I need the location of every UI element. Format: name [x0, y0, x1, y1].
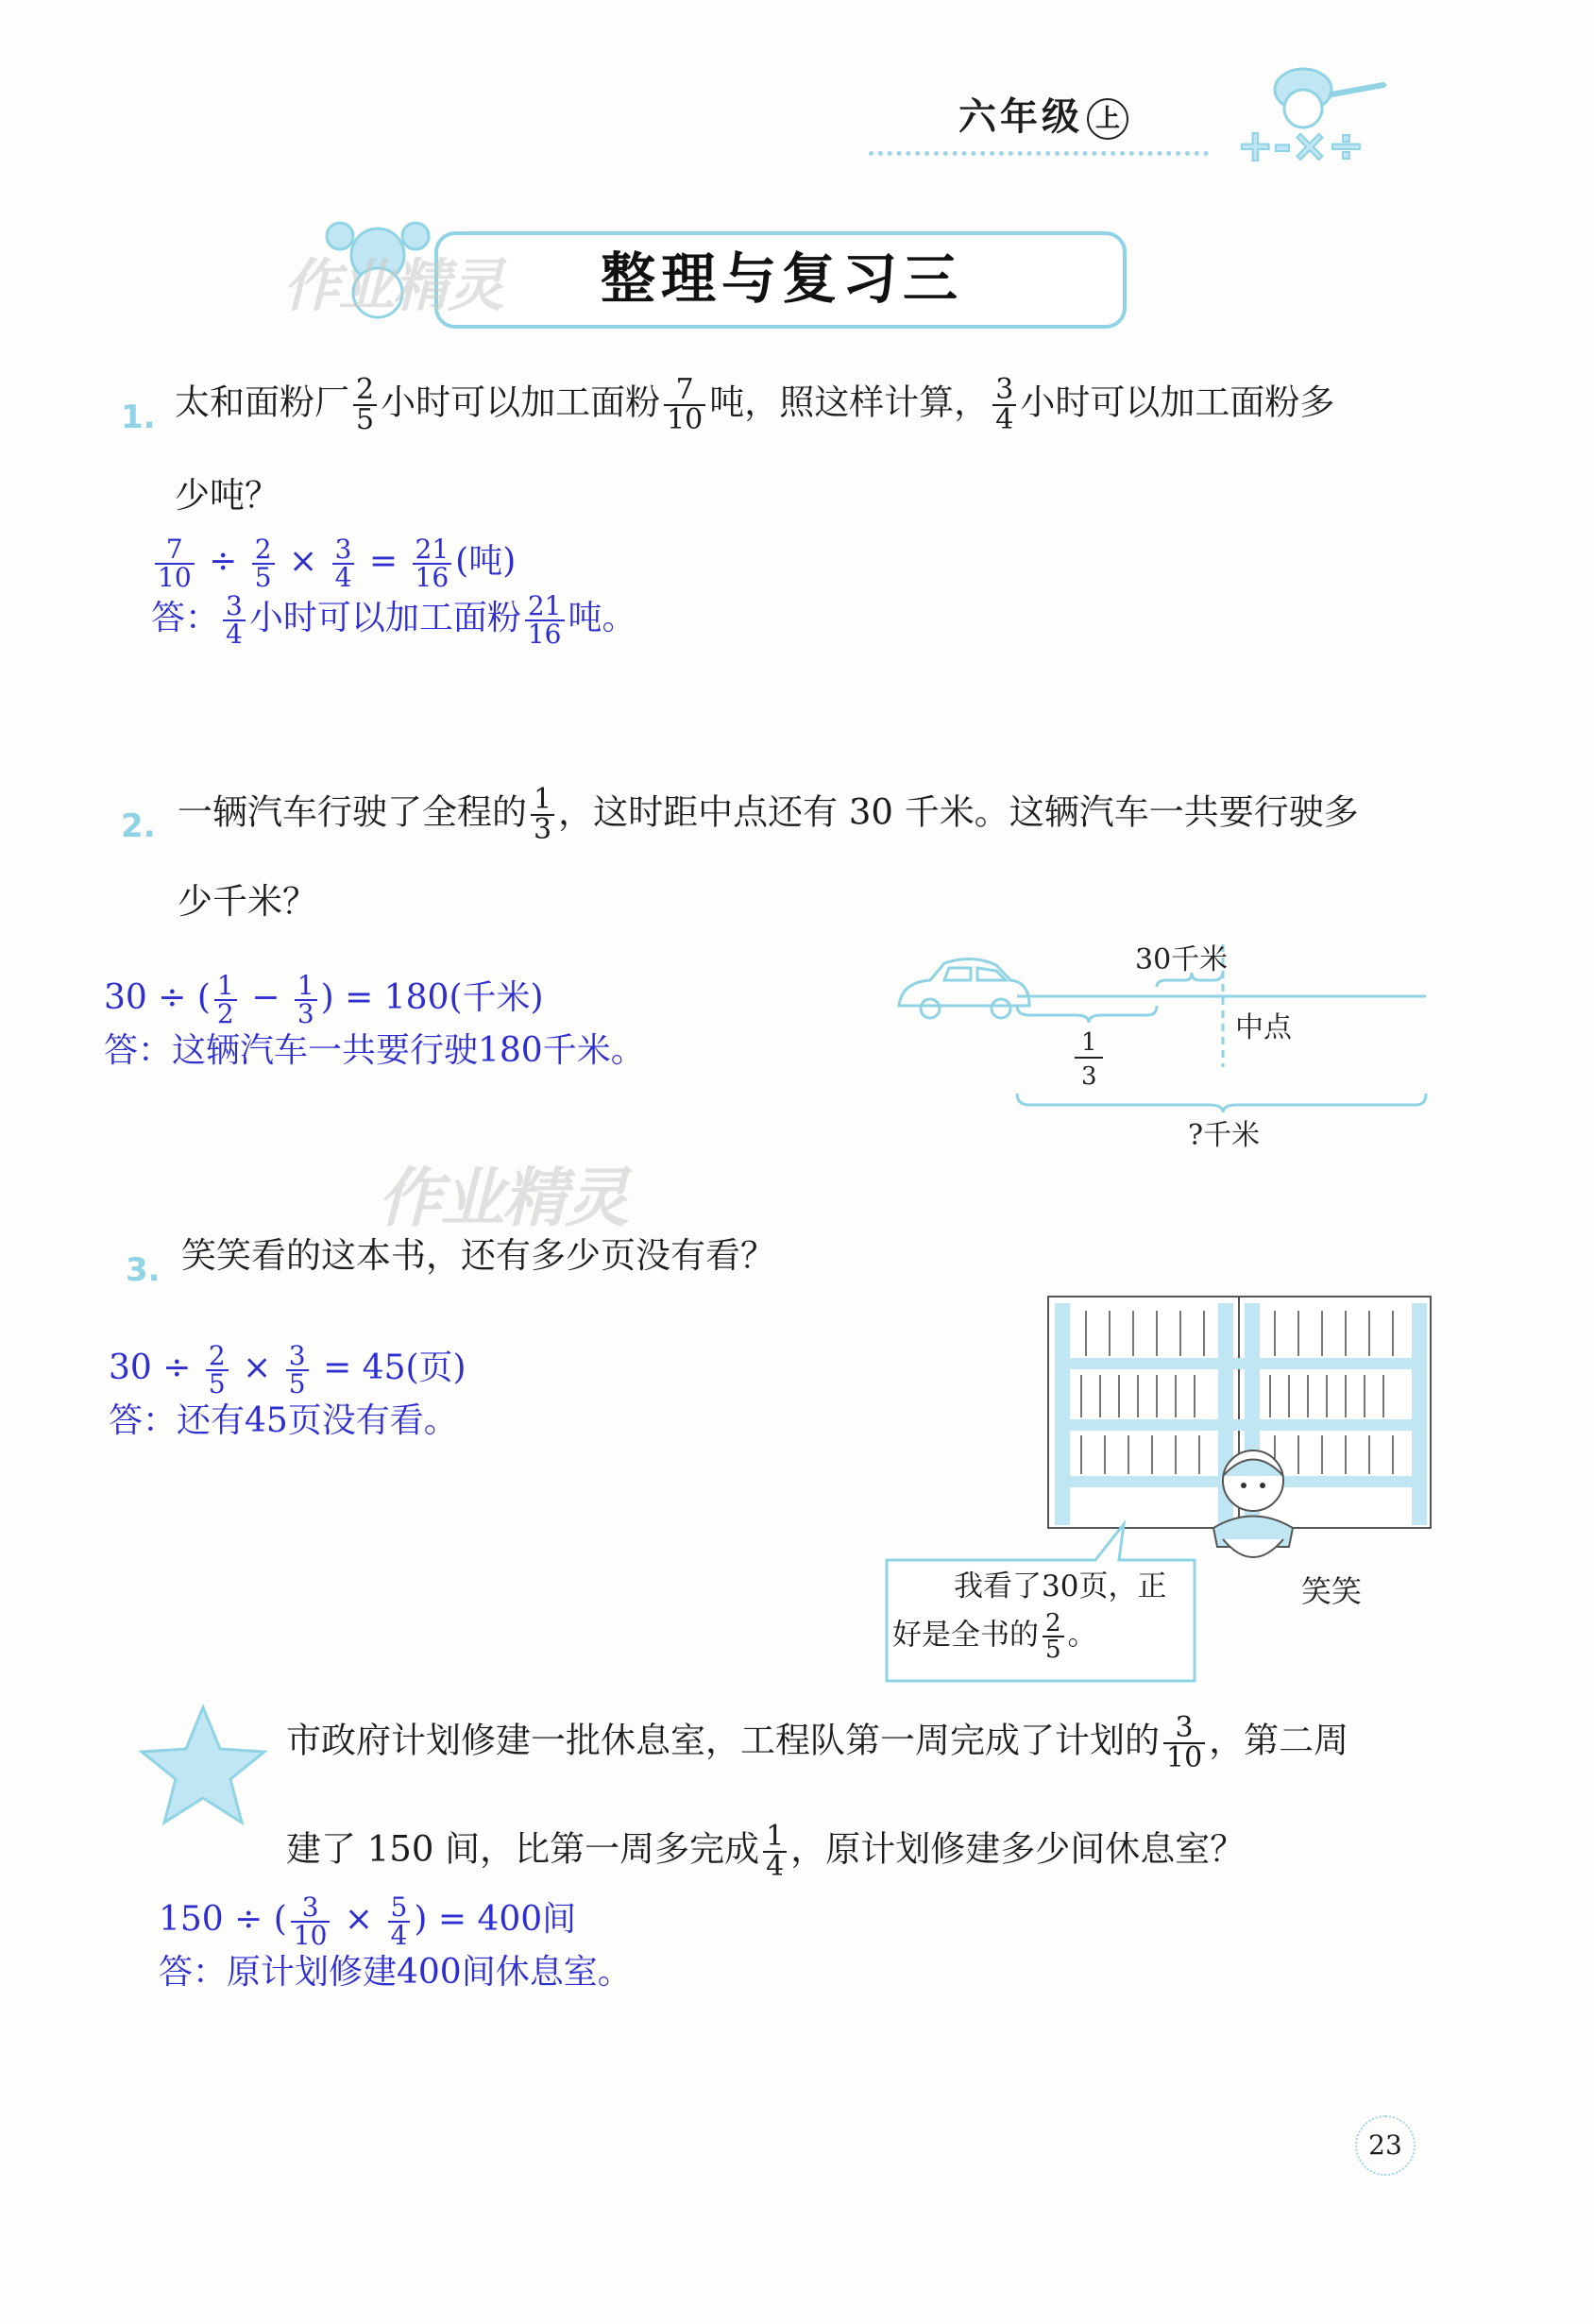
- q4-answer-formula: 150 ÷ ( $\frac{3}{10}$ × $\frac{5}{4}$ ) = 400间: [159, 1891, 577, 1951]
- q1-fraction: $\frac{7}{10}$: [664, 376, 705, 434]
- label-30km: 30千米: [1135, 943, 1229, 976]
- q2-fraction: $\frac{1}{3}$: [531, 786, 554, 844]
- q4-fraction: $\frac{1}{4}$: [763, 1823, 787, 1881]
- watermark: 作业精灵: [283, 253, 502, 319]
- q2-answer-formula: 30 ÷ ( $\frac{1}{2}$ − $\frac{1}{3}$ ) = 180(千米): [104, 970, 544, 1029]
- label-total: ?千米: [1188, 1119, 1261, 1152]
- label-midpoint: 中点: [1235, 1011, 1292, 1044]
- q3-answer-sentence: 答：还有45页没有看。: [109, 1401, 458, 1440]
- grade-label: [958, 87, 1128, 141]
- q3-text: 笑笑看的这本书，还有多少页没有看？: [181, 1235, 775, 1276]
- star-icon: [132, 1700, 274, 1832]
- q4-text-continued: 建了 150 间，比第一周多完成 $\frac{1}{4}$ ，原计划修建多少间休息室？: [286, 1820, 1246, 1883]
- q4-text: 市政府计划修建一批休息室，工程队第一周完成了计划的 $\frac{3}{10}$ ，第二周: [286, 1711, 1349, 1774]
- q1-answer-sentence: 答： $\frac{3}{4}$ 小时可以加工面粉 $\frac{21}{16}$ 吨。: [151, 590, 636, 650]
- svg-text:+-×÷: +-×÷: [1237, 120, 1365, 170]
- q1-text: [175, 373, 1450, 436]
- q2-text-continued: 少千米？: [178, 881, 317, 922]
- q3-answer-formula: 30 ÷ $\frac{2}{5}$ × $\frac{3}{5}$ = 45(页): [109, 1340, 466, 1399]
- header-dotted-line: [869, 151, 1209, 156]
- q2-number: 2.: [121, 807, 156, 845]
- q1-fraction: $\frac{3}{4}$: [992, 376, 1016, 434]
- grade-volume: 上: [1087, 98, 1128, 140]
- q1-text-d: 小时可以加工面粉多: [1020, 382, 1335, 423]
- page-number: 23: [1355, 2115, 1416, 2176]
- q1-text-continued: 少吨？: [175, 475, 280, 516]
- q2-answer-sentence: 答：这辆汽车一共要行驶180千米。: [104, 1031, 645, 1070]
- bubble-line-1: 我看了30页，正: [954, 1569, 1167, 1603]
- brace-total: [1017, 1094, 1426, 1112]
- brace-third: [1017, 1006, 1157, 1023]
- q4-fraction: $\frac{3}{10}$: [1163, 1714, 1205, 1773]
- character-name: 笑笑: [1301, 1573, 1363, 1609]
- q1-text-b: 小时可以加工面粉: [381, 382, 661, 423]
- watermark: 作业精灵: [378, 1162, 628, 1236]
- q2-text: 一辆汽车行驶了全程的 $\frac{1}{3}$ ，这时距中点还有 30 千米。这辆汽车一共要行驶多: [178, 783, 1359, 846]
- q1-answer-formula: $\frac{7}{10}$ ÷ $\frac{2}{5}$ × $\frac{3}{4}$ = $\frac{21}{16}$ (吨): [151, 536, 516, 591]
- car-icon: [899, 958, 1029, 1018]
- q1-text-c: 吨，照这样计算，: [709, 382, 990, 423]
- q1-number: 1.: [121, 399, 156, 436]
- distance-diagram: [888, 925, 1435, 1152]
- mascot-icon: [1218, 57, 1416, 170]
- label-frac-den: 3: [1081, 1062, 1097, 1091]
- q1-fraction: $\frac{2}{5}$: [353, 376, 377, 434]
- label-frac-num: 1: [1081, 1028, 1097, 1057]
- q4-answer-sentence: 答：原计划修建400间休息室。: [159, 1953, 632, 1992]
- grade-text: 六年级: [958, 95, 1083, 139]
- q3-number: 3.: [126, 1251, 161, 1289]
- bubble-line-2: 好是全书的 $\frac{2}{5}$ 。: [892, 1609, 1097, 1664]
- q1-text-a: 太和面粉厂: [175, 382, 349, 423]
- page-title: 整理与复习三: [600, 246, 963, 311]
